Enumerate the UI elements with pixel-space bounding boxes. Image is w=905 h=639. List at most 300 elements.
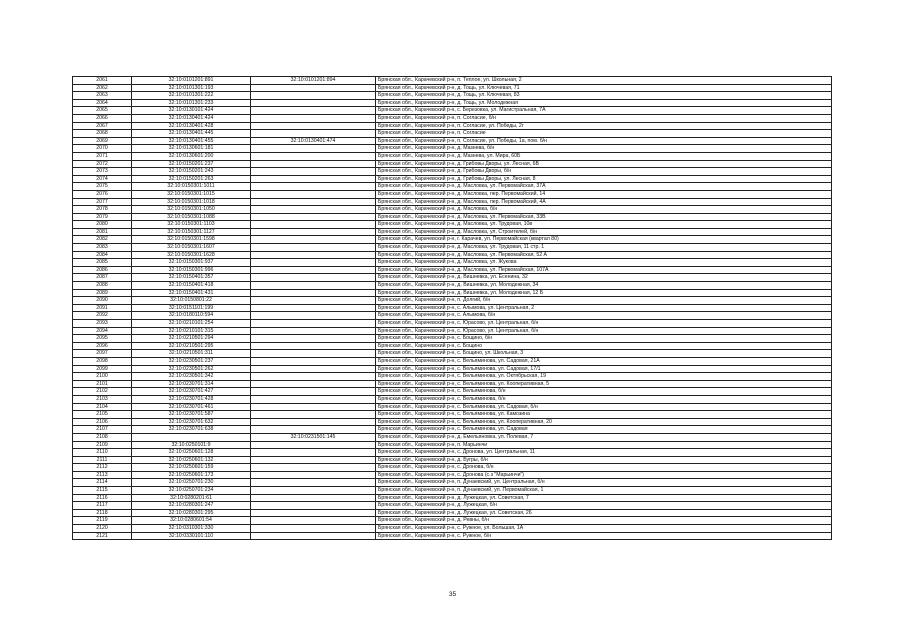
table-row <box>73 221 832 229</box>
table-row <box>73 380 832 388</box>
address-cell: Брянская обл., Карачевский р-н, с. Вельяминова, ул. Камозина <box>376 411 832 419</box>
cadastral-number-cell: 32:10:0150301:1088 <box>132 213 251 221</box>
address-cell: Брянская обл., Карачевский р-н, д. Масловка, ул. Первомайская, 107А <box>376 266 832 274</box>
row-number-cell: 2065 <box>73 107 132 115</box>
address-cell: Брянская обл., Карачевский р-н, с. Юрасово, ул. Центральная, б/н <box>376 327 832 335</box>
address-cell: Брянская обл., Карачевский р-н, с. Ружное, ул. Большая, 1А <box>376 525 832 533</box>
row-number-cell: 2105 <box>73 411 132 419</box>
cadastral-number-cell: 32:10:0150301:1628 <box>132 251 251 259</box>
address-cell: Брянская обл., Карачевский р-н, с. Бощино, ул. Школьная, 3 <box>376 350 832 358</box>
address-cell: Брянская обл., Карачевский р-н, п. Марьинчи <box>376 441 832 449</box>
table-row <box>73 418 832 426</box>
related-cadastral-number-cell <box>251 297 376 305</box>
row-number-cell: 2094 <box>73 327 132 335</box>
related-cadastral-number-cell: 32:10:0130401:474 <box>251 137 376 145</box>
table-row <box>73 479 832 487</box>
row-number-cell: 2090 <box>73 297 132 305</box>
table-row <box>73 107 832 115</box>
address-cell: Брянская обл., Карачевский р-н, п. Согласие, ул. Победы, 2г <box>376 122 832 130</box>
table-row <box>73 99 832 107</box>
table-row <box>73 464 832 472</box>
row-number-cell: 2117 <box>73 502 132 510</box>
table-row <box>73 509 832 517</box>
related-cadastral-number-cell <box>251 509 376 517</box>
cadastral-number-cell: 32:10:0180110:594 <box>132 312 251 320</box>
cadastral-number-cell: 32:10:0250601:132 <box>132 456 251 464</box>
related-cadastral-number-cell <box>251 441 376 449</box>
address-cell: Брянская обл., Карачевский р-н, с. Бощино <box>376 342 832 350</box>
cadastral-number-cell: 32:10:0150301:1127 <box>132 228 251 236</box>
cadastral-number-cell: 32:10:0210501:295 <box>132 342 251 350</box>
address-cell: Брянская обл., Карачевский р-н, д. Тощь, ул. Молодежная <box>376 99 832 107</box>
related-cadastral-number-cell <box>251 274 376 282</box>
row-number-cell: 2070 <box>73 145 132 153</box>
row-number-cell: 2099 <box>73 365 132 373</box>
related-cadastral-number-cell <box>251 84 376 92</box>
cadastral-number-cell: 32:10:0250101:9 <box>132 441 251 449</box>
address-cell: Брянская обл., Карачевский р-н, с. Вельяминова, ул. Садовая, б/н <box>376 403 832 411</box>
related-cadastral-number-cell <box>251 327 376 335</box>
cadastral-number-cell: 32:10:0280301:247 <box>132 502 251 510</box>
related-cadastral-number-cell <box>251 244 376 252</box>
address-cell: Брянская обл., Карачевский р-н, д. Грибовы Дворы, ул. Лесная, 8 <box>376 175 832 183</box>
cadastral-number-cell: 32:10:0150201:263 <box>132 175 251 183</box>
row-number-cell: 2103 <box>73 395 132 403</box>
address-cell: Брянская обл., Карачевский р-н, д. Тощь, ул. Ключевая, 83 <box>376 92 832 100</box>
table-row <box>73 259 832 267</box>
table-row <box>73 160 832 168</box>
cadastral-number-cell: 32:10:0101301:193 <box>132 84 251 92</box>
table-row <box>73 320 832 328</box>
table-row <box>73 213 832 221</box>
related-cadastral-number-cell <box>251 190 376 198</box>
related-cadastral-number-cell <box>251 373 376 381</box>
table-row <box>73 130 832 138</box>
address-cell: Брянская обл., Карачевский р-н, д. Тощь, ул. Ключевая, 71 <box>376 84 832 92</box>
cadastral-number-cell: 32:10:0150301:1018 <box>132 198 251 206</box>
row-number-cell: 2100 <box>73 373 132 381</box>
parcel-table <box>72 76 832 540</box>
table-row <box>73 471 832 479</box>
address-cell: Брянская обл., Карачевский р-н, с. Березовка, ул. Магистральная, 7А <box>376 107 832 115</box>
cadastral-number-cell: 32:10:0230701:314 <box>132 380 251 388</box>
address-cell: Брянская обл., Карачевский р-н, с. Вельяминова, ул. Октябрьская, 19 <box>376 373 832 381</box>
address-cell: Брянская обл., Карачевский р-н, д. Масловка, ул. Первомайская, 37А <box>376 183 832 191</box>
cadastral-number-cell: 32:10:0230501:342 <box>132 373 251 381</box>
related-cadastral-number-cell <box>251 175 376 183</box>
related-cadastral-number-cell <box>251 494 376 502</box>
cadastral-number-cell: 32:10:0150301:1103 <box>132 221 251 229</box>
address-cell: Брянская обл., Карачевский р-н, с. Дронова, ул. Центральная, 11 <box>376 449 832 457</box>
address-cell: Брянская обл., Карачевский р-н, с. Юрасово, ул. Центральная, б/н <box>376 320 832 328</box>
cadastral-number-cell: 32:10:0151101:199 <box>132 304 251 312</box>
address-cell: Брянская обл., Карачевский р-н, д. Масловка, ул. Первомайская, 52 А <box>376 251 832 259</box>
related-cadastral-number-cell <box>251 289 376 297</box>
table-row <box>73 77 832 85</box>
row-number-cell: 2107 <box>73 426 132 434</box>
related-cadastral-number-cell <box>251 487 376 495</box>
table-row <box>73 244 832 252</box>
row-number-cell: 2101 <box>73 380 132 388</box>
related-cadastral-number-cell <box>251 525 376 533</box>
related-cadastral-number-cell <box>251 168 376 176</box>
cadastral-number-cell: 32:10:0130401:455 <box>132 137 251 145</box>
address-cell: Брянская обл., Карачевский р-н, д. Емельяновка, ул. Полевая, 7 <box>376 433 832 441</box>
table-row <box>73 114 832 122</box>
cadastral-number-cell: 32:10:0210501:311 <box>132 350 251 358</box>
related-cadastral-number-cell <box>251 266 376 274</box>
address-cell: Брянская обл., Карачевский р-н, г. Карачев, ул. Первомайская (квартал 80) <box>376 236 832 244</box>
table-row <box>73 517 832 525</box>
address-cell: Брянская обл., Карачевский р-н, с. Алымова, б/н <box>376 312 832 320</box>
related-cadastral-number-cell <box>251 471 376 479</box>
address-cell: Брянская обл., Карачевский р-н, д. Масловка, ул. Первомайская, 33В <box>376 213 832 221</box>
table-row <box>73 373 832 381</box>
cadastral-number-cell: 32:10:0130101:424 <box>132 107 251 115</box>
related-cadastral-number-cell <box>251 479 376 487</box>
cadastral-number-cell: 32:10:0101301:222 <box>132 92 251 100</box>
row-number-cell: 2097 <box>73 350 132 358</box>
related-cadastral-number-cell <box>251 160 376 168</box>
address-cell: Брянская обл., Карачевский р-н, д. Вишневка, ул. Молодежная, 12 Б <box>376 289 832 297</box>
cadastral-number-cell: 32:10:0330101:110 <box>132 532 251 540</box>
cadastral-number-cell: 32:10:0150301:1607 <box>132 244 251 252</box>
related-cadastral-number-cell <box>251 395 376 403</box>
table-row <box>73 502 832 510</box>
table-row <box>73 403 832 411</box>
table-row <box>73 84 832 92</box>
table-row <box>73 228 832 236</box>
row-number-cell: 2072 <box>73 160 132 168</box>
row-number-cell: 2106 <box>73 418 132 426</box>
table-row <box>73 411 832 419</box>
row-number-cell: 2075 <box>73 183 132 191</box>
address-cell: Брянская обл., Карачевский р-н, с. Бощино, б/н <box>376 335 832 343</box>
related-cadastral-number-cell: 32:10:0101201:894 <box>251 77 376 85</box>
table-row <box>73 327 832 335</box>
cadastral-number-cell: 32:10:0230501:262 <box>132 365 251 373</box>
row-number-cell: 2081 <box>73 228 132 236</box>
table-row <box>73 92 832 100</box>
address-cell: Брянская обл., Карачевский р-н, д. Масловка, ул. Строителей, б/н <box>376 228 832 236</box>
related-cadastral-number-cell <box>251 259 376 267</box>
cadastral-number-cell: 32:10:0280201:61 <box>132 494 251 502</box>
address-cell: Брянская обл., Карачевский р-н, п. Дунаевский, ул. Центральная, б/н <box>376 479 832 487</box>
table-row <box>73 137 832 145</box>
related-cadastral-number-cell <box>251 403 376 411</box>
address-cell: Брянская обл., Карачевский р-н, д. Масловка, пер. Первомайский, 4А <box>376 198 832 206</box>
related-cadastral-number-cell <box>251 99 376 107</box>
cadastral-number-cell: 32:10:0250601:173 <box>132 471 251 479</box>
address-cell: Брянская обл., Карачевский р-н, с. Вельяминова, ул. Кооперативная, 20 <box>376 418 832 426</box>
cadastral-number-cell: 32:10:0280301:295 <box>132 509 251 517</box>
table-row <box>73 145 832 153</box>
row-number-cell: 2061 <box>73 77 132 85</box>
row-number-cell: 2076 <box>73 190 132 198</box>
row-number-cell: 2114 <box>73 479 132 487</box>
cadastral-number-cell: 32:10:0150301:1050 <box>132 206 251 214</box>
row-number-cell: 2109 <box>73 441 132 449</box>
row-number-cell: 2091 <box>73 304 132 312</box>
row-number-cell: 2089 <box>73 289 132 297</box>
related-cadastral-number-cell <box>251 426 376 434</box>
table-row <box>73 388 832 396</box>
cadastral-number-cell: 32:10:0310301:330 <box>132 525 251 533</box>
table-row <box>73 494 832 502</box>
cadastral-number-cell: 32:10:0210101:254 <box>132 320 251 328</box>
cadastral-number-cell: 32:10:0250701:234 <box>132 487 251 495</box>
cadastral-number-cell: 32:10:0150301:1015 <box>132 190 251 198</box>
related-cadastral-number-cell <box>251 357 376 365</box>
table-row <box>73 335 832 343</box>
related-cadastral-number-cell <box>251 464 376 472</box>
table-row <box>73 312 832 320</box>
address-cell: Брянская обл., Карачевский р-н, д. Масловка, ул. Трудовая, 11 стр. 1 <box>376 244 832 252</box>
address-cell: Брянская обл., Карачевский р-н, п. Дунаевский, ул. Первомайская, 1 <box>376 487 832 495</box>
cadastral-number-cell: 32:10:0150801:22 <box>132 297 251 305</box>
row-number-cell: 2112 <box>73 464 132 472</box>
address-cell: Брянская обл., Карачевский р-н, д. Бугры, б/н <box>376 456 832 464</box>
related-cadastral-number-cell <box>251 411 376 419</box>
address-cell: Брянская обл., Карачевский р-н, д. Лужецкая, ул. Советская, 26 <box>376 509 832 517</box>
row-number-cell: 2104 <box>73 403 132 411</box>
table-row <box>73 236 832 244</box>
row-number-cell: 2118 <box>73 509 132 517</box>
related-cadastral-number-cell <box>251 365 376 373</box>
address-cell: Брянская обл., Карачевский р-н, д. Мазнева, ул. Мира, 60Б <box>376 152 832 160</box>
row-number-cell: 2113 <box>73 471 132 479</box>
row-number-cell: 2082 <box>73 236 132 244</box>
table-row <box>73 282 832 290</box>
related-cadastral-number-cell <box>251 350 376 358</box>
address-cell: Брянская обл., Карачевский р-н, п. Долгий, б/н <box>376 297 832 305</box>
address-cell: Брянская обл., Карачевский р-н, д. Мазнева, б/н <box>376 145 832 153</box>
row-number-cell: 2062 <box>73 84 132 92</box>
cadastral-number-cell: 32:10:0150401:357 <box>132 274 251 282</box>
table-row <box>73 365 832 373</box>
address-cell: Брянская обл., Карачевский р-н, д. Грибовы Дворы, б/н <box>376 168 832 176</box>
address-cell: Брянская обл., Карачевский р-н, с. Вельяминова, ул. Садовая <box>376 426 832 434</box>
row-number-cell: 2098 <box>73 357 132 365</box>
row-number-cell: 2063 <box>73 92 132 100</box>
address-cell: Брянская обл., Карачевский р-н, д. Вишневка, ул. Есенина, 32 <box>376 274 832 282</box>
row-number-cell: 2121 <box>73 532 132 540</box>
table-row <box>73 304 832 312</box>
row-number-cell: 2092 <box>73 312 132 320</box>
table-row <box>73 487 832 495</box>
related-cadastral-number-cell <box>251 251 376 259</box>
row-number-cell: 2071 <box>73 152 132 160</box>
address-cell: Брянская обл., Карачевский р-н, д. Лужецкая, ул. Советская, 7 <box>376 494 832 502</box>
cadastral-number-cell <box>132 433 251 441</box>
table-row <box>73 168 832 176</box>
cadastral-number-cell: 32:10:0250601:159 <box>132 464 251 472</box>
related-cadastral-number-cell <box>251 206 376 214</box>
related-cadastral-number-cell <box>251 282 376 290</box>
related-cadastral-number-cell <box>251 198 376 206</box>
related-cadastral-number-cell <box>251 312 376 320</box>
row-number-cell: 2120 <box>73 525 132 533</box>
cadastral-number-cell: 32:10:0250701:230 <box>132 479 251 487</box>
row-number-cell: 2093 <box>73 320 132 328</box>
cadastral-number-cell: 32:10:0130601:181 <box>132 145 251 153</box>
related-cadastral-number-cell <box>251 145 376 153</box>
row-number-cell: 2095 <box>73 335 132 343</box>
table-row <box>73 152 832 160</box>
related-cadastral-number-cell <box>251 213 376 221</box>
row-number-cell: 2111 <box>73 456 132 464</box>
table-row <box>73 122 832 130</box>
address-cell: Брянская обл., Карачевский р-н, с. Дронова (с.з "Марьинчи") <box>376 471 832 479</box>
cadastral-number-cell: 32:10:0130401:428 <box>132 122 251 130</box>
related-cadastral-number-cell <box>251 449 376 457</box>
row-number-cell: 2066 <box>73 114 132 122</box>
table-row <box>73 350 832 358</box>
table-row <box>73 449 832 457</box>
row-number-cell: 2064 <box>73 99 132 107</box>
cadastral-number-cell: 32:10:0150401:418 <box>132 282 251 290</box>
cadastral-number-cell: 32:10:0230501:237 <box>132 357 251 365</box>
row-number-cell: 2088 <box>73 282 132 290</box>
related-cadastral-number-cell <box>251 183 376 191</box>
related-cadastral-number-cell <box>251 320 376 328</box>
table-row <box>73 190 832 198</box>
cadastral-number-cell: 32:10:0210501:294 <box>132 335 251 343</box>
row-number-cell: 2083 <box>73 244 132 252</box>
cadastral-number-cell: 32:10:0210101:315 <box>132 327 251 335</box>
cadastral-number-cell: 32:10:0280601:54 <box>132 517 251 525</box>
address-cell: Брянская обл., Карачевский р-н, с. Ружное, б/н <box>376 532 832 540</box>
related-cadastral-number-cell <box>251 107 376 115</box>
parcel-table-body <box>73 77 832 540</box>
related-cadastral-number-cell <box>251 418 376 426</box>
row-number-cell: 2115 <box>73 487 132 495</box>
table-row <box>73 426 832 434</box>
table-row <box>73 395 832 403</box>
row-number-cell: 2077 <box>73 198 132 206</box>
related-cadastral-number-cell <box>251 114 376 122</box>
row-number-cell: 2086 <box>73 266 132 274</box>
row-number-cell: 2067 <box>73 122 132 130</box>
table-row <box>73 441 832 449</box>
table-row <box>73 342 832 350</box>
row-number-cell: 2084 <box>73 251 132 259</box>
address-cell: Брянская обл., Карачевский р-н, с. Вельяминова, ул. Садовая, 21А <box>376 357 832 365</box>
address-cell: Брянская обл., Карачевский р-н, д. Лужецкая, б/н <box>376 502 832 510</box>
cadastral-number-cell: 32:10:0150301:937 <box>132 259 251 267</box>
row-number-cell: 2080 <box>73 221 132 229</box>
row-number-cell: 2116 <box>73 494 132 502</box>
related-cadastral-number-cell <box>251 228 376 236</box>
address-cell: Брянская обл., Карачевский р-н, д. Масловка, пер. Первомайский, 14 <box>376 190 832 198</box>
related-cadastral-number-cell <box>251 130 376 138</box>
related-cadastral-number-cell <box>251 502 376 510</box>
cadastral-number-cell: 32:10:0230701:427 <box>132 388 251 396</box>
related-cadastral-number-cell <box>251 342 376 350</box>
related-cadastral-number-cell <box>251 335 376 343</box>
address-cell: Брянская обл., Карачевский р-н, с. Дронова, б/н <box>376 464 832 472</box>
related-cadastral-number-cell: 32:10:0231501:145 <box>251 433 376 441</box>
table-row <box>73 532 832 540</box>
row-number-cell: 2110 <box>73 449 132 457</box>
row-number-cell: 2074 <box>73 175 132 183</box>
table-row <box>73 198 832 206</box>
table-row <box>73 289 832 297</box>
table-row <box>73 433 832 441</box>
address-cell: Брянская обл., Карачевский р-н, д. Масловка, ул. Жукова <box>376 259 832 267</box>
address-cell: Брянская обл., Карачевский р-н, с. Вельяминова, ул. Садовая, 17/1 <box>376 365 832 373</box>
address-cell: Брянская обл., Карачевский р-н, п. Согласие, ул. Победы, 1а, пом. б/н <box>376 137 832 145</box>
address-cell: Брянская обл., Карачевский р-н, д. Масловка, б/н <box>376 206 832 214</box>
row-number-cell: 2096 <box>73 342 132 350</box>
related-cadastral-number-cell <box>251 517 376 525</box>
table-row <box>73 183 832 191</box>
related-cadastral-number-cell <box>251 304 376 312</box>
address-cell: Брянская обл., Карачевский р-н, п. Теплое, ул. Школьная, 2 <box>376 77 832 85</box>
cadastral-number-cell: 32:10:0230701:587 <box>132 411 251 419</box>
address-cell: Брянская обл., Карачевский р-н, с. Алымова, ул. Центральная, 2 <box>376 304 832 312</box>
cadastral-number-cell: 32:10:0150201:237 <box>132 160 251 168</box>
cadastral-number-cell: 32:10:0101301:233 <box>132 99 251 107</box>
row-number-cell: 2069 <box>73 137 132 145</box>
address-cell: Брянская обл., Карачевский р-н, д. Ревны, б/н <box>376 517 832 525</box>
cadastral-number-cell: 32:10:0230701:461 <box>132 403 251 411</box>
table-row <box>73 266 832 274</box>
table-row <box>73 357 832 365</box>
cadastral-number-cell: 32:10:0230701:428 <box>132 395 251 403</box>
cadastral-number-cell: 32:10:0150301:1011 <box>132 183 251 191</box>
row-number-cell: 2073 <box>73 168 132 176</box>
address-cell: Брянская обл., Карачевский р-н, с. Вельяминова, ул. Кооперативная, 5 <box>376 380 832 388</box>
cadastral-number-cell: 32:10:0230701:638 <box>132 426 251 434</box>
cadastral-number-cell: 32:10:0250601:128 <box>132 449 251 457</box>
cadastral-number-cell: 32:10:0150301:996 <box>132 266 251 274</box>
row-number-cell: 2119 <box>73 517 132 525</box>
related-cadastral-number-cell <box>251 92 376 100</box>
table-row <box>73 297 832 305</box>
row-number-cell: 2102 <box>73 388 132 396</box>
table-row <box>73 206 832 214</box>
related-cadastral-number-cell <box>251 388 376 396</box>
cadastral-number-cell: 32:10:0130601:200 <box>132 152 251 160</box>
address-cell: Брянская обл., Карачевский р-н, с. Вельяминова, б/н <box>376 395 832 403</box>
address-cell: Брянская обл., Карачевский р-н, д. Вишневка, ул. Молодежная, 34 <box>376 282 832 290</box>
cadastral-number-cell: 32:10:0150301:1598 <box>132 236 251 244</box>
cadastral-number-cell: 32:10:0150401:431 <box>132 289 251 297</box>
row-number-cell: 2068 <box>73 130 132 138</box>
cadastral-number-cell: 32:10:0230701:632 <box>132 418 251 426</box>
table-row <box>73 525 832 533</box>
cadastral-number-cell: 32:10:0130401:424 <box>132 114 251 122</box>
related-cadastral-number-cell <box>251 236 376 244</box>
table-row <box>73 175 832 183</box>
related-cadastral-number-cell <box>251 122 376 130</box>
cadastral-number-cell: 32:10:0101201:891 <box>132 77 251 85</box>
table-row <box>73 251 832 259</box>
cadastral-number-cell: 32:10:0150201:243 <box>132 168 251 176</box>
row-number-cell: 2085 <box>73 259 132 267</box>
address-cell: Брянская обл., Карачевский р-н, д. Масловка, ул. Трудовая, 10в <box>376 221 832 229</box>
row-number-cell: 2079 <box>73 213 132 221</box>
related-cadastral-number-cell <box>251 380 376 388</box>
related-cadastral-number-cell <box>251 532 376 540</box>
address-cell: Брянская обл., Карачевский р-н, д. Грибовы Дворы, ул. Лесная, 6В <box>376 160 832 168</box>
cadastral-number-cell: 32:10:0130401:445 <box>132 130 251 138</box>
page-number: 35 <box>448 591 457 598</box>
related-cadastral-number-cell <box>251 456 376 464</box>
address-cell: Брянская обл., Карачевский р-н, с. Вельяминова, б/н <box>376 388 832 396</box>
table-row <box>73 274 832 282</box>
